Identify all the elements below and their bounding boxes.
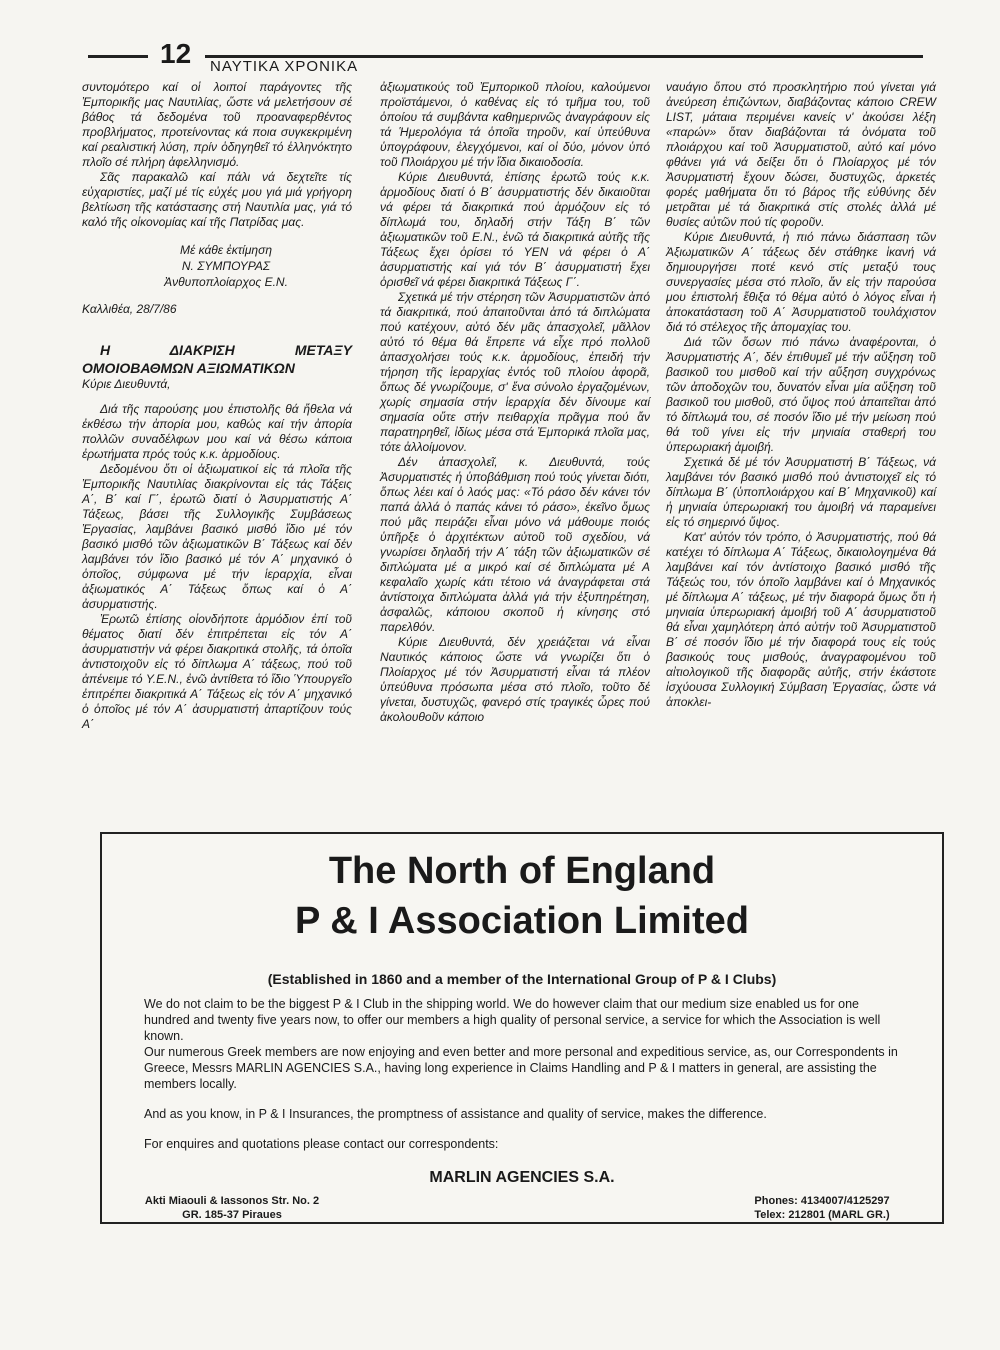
header-rule-left	[88, 55, 148, 58]
ad-paragraph: And as you know, in P & I Insurances, the promptness of assistance and quality of service, makes the difference.	[144, 1107, 767, 1121]
ad-paragraph: Our numerous Greek members are now enjoying and even better and more personal and expeditious service, as, our Correspondents in Greece, Messrs MARLIN AGENCIES S.A., having long experience in Claims Handling and P & I matters in general, are assisting the members locally.	[144, 1045, 898, 1091]
column-2-paragraph: Σχετικά μέ τήν στέρηση τῶν Ἀσυρματιστῶν ἀπό τά διακριτικά, πού ἀπαιτοῦνται ἀπό τά διπλώματα πού κατέχουν, αὐτό δέν μᾶς ἀπασχολεῖ, μᾶλλον αὐτό τό θέμα θά ἔπρεπε νά εἶχε πρό πολλοῦ ἀπασχολήσει τούς κ.κ. ἁρμοδίους, ἐπειδή τήν τήρηση τῆς ἱεραρχίας ἐντός τοῦ πλοίου ἀφορᾶ, ὅπως δέ γνωρίζουμε, σ' ἕνα σύνολο ἐργαζομένων, χωρίς σημασία στήν ἱεραρχία δέν δίνουμε καί σημασία οὔτε στήν πειθαρχία πρᾶγμα πού ἄν παρατηρηθεῖ, ἰδίως μέσα στά Ἐμπορικά πλοῖα μας, τότε ἀλλοίμονον.	[380, 290, 650, 454]
ad-address-line-1: Akti Miaouli & Iassonos Str. No. 2	[144, 1195, 320, 1207]
column-3-paragraph: Κατ' αὐτόν τόν τρόπο, ὁ Ἀσυρματιστής, πού θά κατέχει τό δίπλωμα Α΄ Τάξεως, δικαιολογημένα θά λαμβάνει καί τόν ἀντίστοιχο βασικό μισθό τῆς Τάξεώς του, τόν ὁποῖο λαμβάνει καί ὁ Μηχανικός μέ δίπλωμα Α΄ τάξεως, μέ τήν διαφορά ὅμως ὅτι ἡ μηνιαία ὑπερωριακή ἀμοιβή τοῦ Α΄ ἀσυρματιστοῦ θά εἶναι χαμηλότερη ἀπό αὐτήν τοῦ Ἀσυρματιστοῦ Β΄ σέ ποσόν ἴδιο μέ τήν διαφορά τους εἰς τούς βασικούς τους μισθούς, ἀναγραφομένου τοῦ αἰτιολογικοῦ τῆς διαφορᾶς αὐτῆς, στήν ἑκάστοτε ἰσχύουσα Συλλογική Σύμβαση Ἐργασίας, ὥστε νά ἀποκλει-	[666, 530, 936, 709]
ad-phones: Phones: 4134007/4125297	[754, 1195, 890, 1207]
signature-closing: Μέ κάθε ἐκτίμηση	[180, 243, 272, 257]
article-heading: Η ΔΙΑΚΡΙΣΗ ΜΕΤΑΞΥ ΟΜΟΙΟΒΑΘΜΩΝ ΑΞΙΩΜΑΤΙΚΩΝ	[82, 342, 352, 376]
ad-address	[132, 1194, 332, 1222]
ad-paragraph: For enquires and quotations please contact our correspondents:	[144, 1137, 499, 1151]
salutation: Κύριε Διευθυντά,	[82, 377, 171, 391]
ad-contact	[732, 1194, 912, 1222]
signature-name: Ν. ΣΥΜΠΟΥΡΑΣ	[181, 259, 271, 273]
ad-body	[144, 996, 899, 1152]
column-1-paragraph: Διά τῆς παρούσης μου ἐπιστολῆς θά ἤθελα νά ἐκθέσω τήν ἀπορία μου, καθώς καί τήν ἀπορία πολλῶν συναδέλφων μου καί νά θέσω κάποια ἐρωτήματα πρός τούς κ.κ. ἁρμοδίους.	[82, 402, 352, 461]
column-2-paragraph: Κύριε Διευθυντά, δέν χρειάζεται νά εἶναι Ναυτικός κάποιος ὥστε νά γνωρίζει ὅτι ὁ Πλοίαρχος μέ τόν Ἀσυρματιστή εἶναι τά πλέον ὑπεύθυνα πρόσωπα μέσα στό πλοῖο, τοῦτο δέ γίνεται, δυστυχῶς, φανερό στίς τραγικές ὧρες πού ἀκολουθοῦν κάποιο	[380, 635, 650, 724]
column-3-paragraph: Διά τῶν ὅσων πιό πάνω ἀναφέρονται, ὁ Ἀσυρματιστής Α΄, δέν ἐπιθυμεῖ μέ τήν αὔξηση τοῦ βασικοῦ του μισθοῦ καί τήν αὔξηση συγχρόνως τῶν ἀποδοχῶν του, δυνατόν εἶναι μία αὔξηση τοῦ βασικοῦ του μισθοῦ, στό ὕψος πού ἀπαιτεῖται ἀπό τό δίπλωμά του, σέ ποσόν ἴδιο μέ τήν μείωση πού θά τοῦ γίνει εἰς τήν μηνιαία σταθερή του ὑπερωριακή ἀμοιβή.	[666, 335, 936, 454]
column-1-paragraph: συντομότερο καί οἱ λοιποί παράγοντες τῆς Ἐμπορικῆς μας Ναυτιλίας, ὥστε νά μελετήσουν σέ βάθος τά δεδομένα τοῦ προαναφερθέντος προβλήματος, προτείνοντας κά ποια συγκεκριμένη καί ρεαλιστική λύση, πρίν ὁδηγηθεῖ τό ἑλληνόκτητο πλοῖο σέ πλήρη ἀφελληνισμό.	[82, 80, 352, 169]
ad-title-line-2: P & I Association Limited	[295, 900, 749, 942]
column-2-paragraph: Δέν ἀπασχολεῖ, κ. Διευθυντά, τούς Ἀσυρματιστές ἡ ὑποβάθμιση πού τούς γίνεται διότι, ὅπως λέει καί ὁ λαός μας: «Τό ράσο δέν κάνει τόν παπά ἀλλά ὁ παπάς κάνει τό ράσο», ἐκεῖνο ὅμως πού μᾶς πειράζει εἶναι μόνο νά μάθουμε ποιός ὑπῆρξε ὁ ἀρχιτέκτων αὐτοῦ τοῦ σχεδίου, νά γνωρίσει δηλαδή τήν Α΄ τάξη τῶν ἀξιωματικῶν σέ διπλώματα μέ α μικρό καί σέ διπλώματα μέ Α κεφαλαῖο χωρίς κάτι τέτοιο νά ἀναγράφεται στά ἀντίστοιχα διπλώματα ἀλλά γιά τήν ἐξυπηρέτηση, ἀσφαλῶς, κάποιου σκοποῦ ἡ κίνησης στό παρελθόν.	[380, 455, 650, 634]
column-1-paragraph: Σᾶς παρακαλῶ καί πάλι νά δεχτεῖτε τίς εὐχαριστίες, μαζί μέ τίς εὐχές μου γιά μιά γρήγορη βελτίωση τῆς κατάστασης στή Ναυτιλία μας, γιά τό καλό τῆς οἰκονομίας καί τῆς Πατρίδας μας.	[82, 170, 352, 229]
column-1-paragraph: Δεδομένου ὅτι οἱ ἀξιωματικοί εἰς τά πλοῖα τῆς Ἐμπορικῆς Ναυτιλίας διακρίνονται εἰς τάς Τάξεις Α΄, Β΄ καί Γ΄, ἐρωτῶ διατί ὁ Ἀσυρματιστής Α΄ Τάξεως, βάσει τῆς Συλλογικῆς Συμβάσεως Ἐργασίας, λαμβάνει βασικό μισθό ἴδιο μέ τόν βασικό μισθό τῶν ἀξιωματικῶν Β΄ Τάξεως καί δέν λαμβάνει τόν ἴδιο βασικό μέ τόν Α΄ μηχανικό ὁ ὁποῖος, σύμφωνα μέ τήν ἱεραρχία, εἶναι ἀξιωματικός Α΄ Τάξεως ὅπως καί ὁ Α΄ ἀσυρματιστής.	[82, 462, 352, 611]
ad-telex: Telex: 212801 (MARL GR.)	[754, 1209, 890, 1221]
column-1	[82, 80, 352, 732]
column-1-paragraph: Ἐρωτῶ ἐπίσης οἱονδήποτε ἁρμόδιον ἐπί τοῦ θέματος διατί δέν ἐπιτρέπεται εἰς τόν Α΄ ἀσυρματιστήν νά φέρει διακριτικά στολῆς, τά ὁποῖα ἀντιστοιχοῦν εἰς τό δίπλωμα Α΄ τάξεως, πού τοῦ ἀπένειμε τό Υ.Ε.Ν., ἐνῶ ἀντίθετα τό ἴδιο Ὑπουργεῖο ἐπιτρέπει διακριτικά Α΄ Τάξεως εἰς τόν Α΄ μηχανικό ὁ ὁποῖος μέ τόν Α΄ ἀσυρματιστή ἀπαρτίζουν τούς Α΄	[82, 612, 352, 731]
column-2	[380, 80, 650, 725]
ad-subtitle: (Established in 1860 and a member of the International Group of P & I Clubs)	[267, 971, 777, 987]
advertisement-box	[100, 832, 944, 1224]
column-3	[666, 80, 936, 710]
ad-agent-name: MARLIN AGENCIES S.A.	[429, 1169, 615, 1186]
ad-title-line-1: The North of England	[328, 850, 716, 892]
page-number: 12	[160, 38, 192, 69]
column-3-paragraph: Κύριε Διευθυντά, ἡ πιό πάνω διάσπαση τῶν Ἀξιωματικῶν Α΄ τάξεως δέν στάθηκε ἱκανή νά δημιουργήσει ποτέ κενό στίς μεταξύ τους συνεργασίες μέσα στό πλοῖο, ἄν εἰς τήν παρούσα μου ἐπιστολή ἔθιξα τό θέμα αὐτό ὁ λόγος εἶναι ἡ ἀποκατάσταση τοῦ Α΄ Ἀσυρματιστοῦ τουλάχιστον διά τό στέλεχος τῆς ἀπομαχίας του.	[666, 230, 936, 334]
ad-address-line-2: GR. 185-37 Piraues	[182, 1209, 282, 1221]
column-2-paragraph: ἀξιωματικούς τοῦ Ἐμπορικοῦ πλοίου, καλούμενοι προϊστάμενοι, ὁ καθένας εἰς τό τμῆμα του, τοῦ ὁποίου τά συμβάντα καθημερινῶς ἀναγράφουν εἰς τά Ἡμερολόγια τά ὁποῖα τηροῦν, καί ὑπεύθυνα ὑπογράφουν, ἐλεγχόμενοι, καί οἱ δύο, μόνον ὑπό τοῦ Πλοιάρχου μέ τήν ἴδια δικαιοδοσία.	[380, 80, 650, 169]
column-3-paragraph: ναυάγιο ὅπου στό προσκλητήριο πού γίνεται γιά ἀνεύρεση ἐπιζώντων, διαβάζοντας κάποιο CREW LIST, μάταια περιμένει κανείς ν' ἀκούσει λέξη «παρών» ὅταν διαβάζονται τά ὀνόματα τοῦ πλοιάρχου καί τοῦ Ἀσυρματιστοῦ, αὐτό καί μόνο φθάνει γιά νά δείξει ὅτι ὁ Πλοίαρχος μέ τόν Ἀσυρματιστή ἔχουν δώσει, δυστυχῶς, ἀρκετές φορές μαθήματα ὅτι τό βάρος τῆς εὐθύνης δέν μετρᾶται μέ τά διακριτικά στίς στολές ἀλλά μέ θυσίες αὐτῶν πού τίς φοροῦν.	[666, 80, 936, 229]
publication-title: ΝΑΥΤΙΚΑ ΧΡΟΝΙΚΑ	[210, 58, 359, 75]
column-3-paragraph: Σχετικά δέ μέ τόν Ἀσυρματιστή Β΄ Τάξεως, νά λαμβάνει τόν βασικό μισθό πού ἀντιστοιχεῖ εἰς τό δίπλωμα Β΄ (ὑποπλοιάρχου καί Β΄ Μηχανικοῦ) καί ἡ μηνιαία ὑπερωριακή του ἀμοιβή νά παραμείνει εἰς τό σημερινό ὕψος.	[666, 455, 936, 529]
ad-paragraph: We do not claim to be the biggest P & I Club in the shipping world. We do however claim that our medium size enabled us for one hundred and twenty five years now, to offer our members a high quality of personal service, a service for which the Association is well known.	[144, 997, 881, 1043]
letter-date: Καλλιθέα, 28/7/86	[82, 302, 177, 316]
column-2-paragraph: Κύριε Διευθυντά, ἐπίσης ἐρωτῶ τούς κ.κ. ἁρμοδίους διατί ὁ Β΄ ἀσυρματιστής δέν δικαιοῦται νά φέρει τά διακριτικά πού ἁρμόζουν εἰς τό δίπλωμά του, δηλαδή στήν Τάξη Β΄ τῶν ἀξιωματικῶν τοῦ Ε.Ν., ἐνῶ τά διακριτικά αὐτῆς τῆς Τάξεως ἔχει ὁρίσει τό ΥΕΝ νά φέρει ὁ Α΄ ἀσυρματιστής καί γιά τόν Β΄ ἀσυρματιστή ἔχει ὁρισθεῖ νά φέρει διακριτικά Τάξεως Γ΄.	[380, 170, 650, 289]
signature-title: Ἀνθυποπλοίαρχος Ε.Ν.	[164, 275, 288, 289]
